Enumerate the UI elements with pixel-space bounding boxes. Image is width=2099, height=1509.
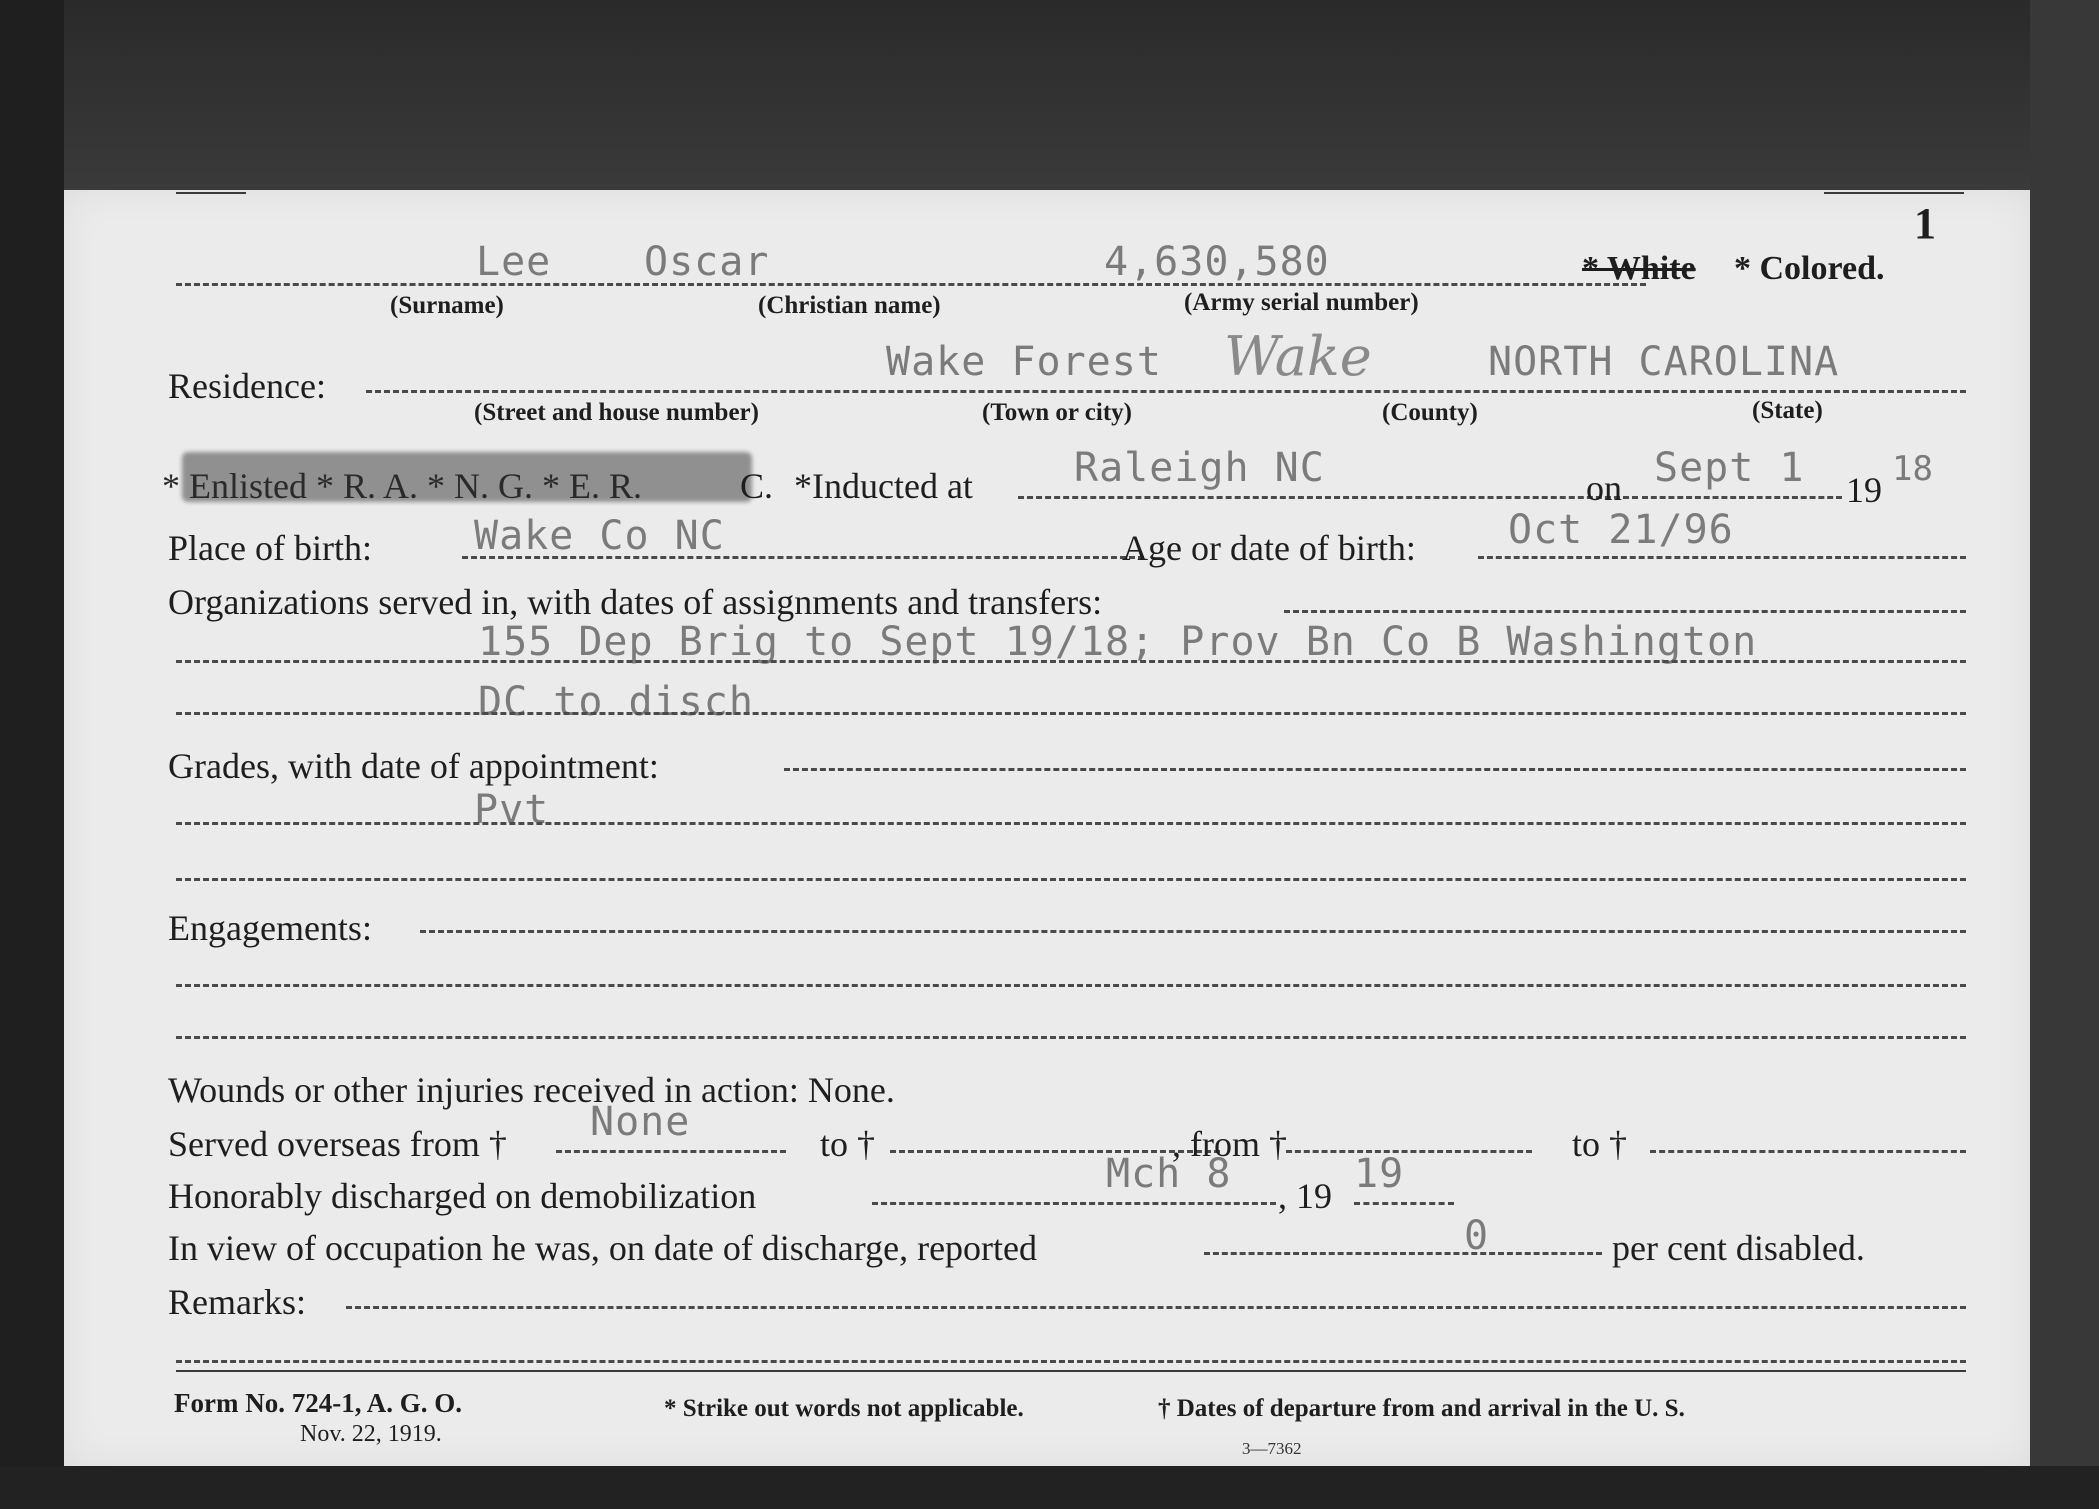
overseas-from2-line bbox=[1286, 1150, 1532, 1153]
surname-value: Lee bbox=[476, 239, 552, 285]
place-of-birth-label: Place of birth: bbox=[168, 528, 372, 568]
organizations-line1-value: 155 Dep Brig to Sept 19/18; Prov Bn Co B Washington bbox=[478, 619, 1758, 665]
inducted-year-prefix: 19 bbox=[1846, 470, 1882, 510]
inducted-year-suffix: 18 bbox=[1892, 449, 1933, 489]
grades-line-1 bbox=[176, 822, 1966, 825]
footer-rule bbox=[176, 1370, 1966, 1372]
engagements-line-2 bbox=[176, 1036, 1966, 1039]
overseas-to2-line bbox=[1650, 1150, 1966, 1153]
discharge-label: Honorably discharged on demobilization bbox=[168, 1176, 757, 1216]
engagements-line-1 bbox=[176, 984, 1966, 987]
discharge-date-line bbox=[872, 1202, 1276, 1205]
card-number: 1 bbox=[1914, 199, 1936, 248]
overseas-from-line bbox=[556, 1150, 786, 1153]
discharge-year-suffix: 19 bbox=[1354, 1151, 1405, 1197]
town-label: (Town or city) bbox=[982, 399, 1132, 426]
disability-suffix: per cent disabled. bbox=[1612, 1228, 1865, 1268]
street-label: (Street and house number) bbox=[474, 399, 759, 426]
remarks-line-1 bbox=[176, 1360, 1966, 1363]
residence-line bbox=[366, 390, 1966, 393]
remarks-label: Remarks: bbox=[168, 1282, 306, 1322]
white-option: * White bbox=[1582, 250, 1696, 287]
disability-label: In view of occupation he was, on date of discharge, reported bbox=[168, 1228, 1038, 1268]
residence-label: Residence: bbox=[168, 366, 326, 406]
state-label: (State) bbox=[1752, 397, 1823, 424]
scan-background-top bbox=[0, 0, 2099, 190]
discharge-year-prefix: , 19 bbox=[1278, 1176, 1332, 1216]
birth-date-value: Oct 21/96 bbox=[1508, 507, 1734, 553]
enlistment-options: * Enlisted * R. A. * N. G. * E. R. bbox=[162, 466, 643, 506]
inducted-date-value: Sept 1 bbox=[1654, 445, 1805, 491]
place-of-birth-value: Wake Co NC bbox=[474, 513, 725, 559]
top-mark-right bbox=[1824, 192, 1964, 194]
town-value: Wake Forest bbox=[886, 339, 1162, 385]
scan-background-bottom bbox=[0, 1466, 2099, 1509]
inducted-line bbox=[1018, 496, 1638, 499]
inducted-date-line bbox=[1642, 496, 1842, 499]
service-record-card bbox=[64, 190, 2030, 1466]
county-label: (County) bbox=[1382, 399, 1478, 426]
overseas-to2-label: to † bbox=[1572, 1124, 1628, 1164]
scan-background-right bbox=[2030, 0, 2099, 1509]
overseas-to-label: to † bbox=[820, 1124, 876, 1164]
grades-line-2 bbox=[176, 878, 1966, 881]
christian-name-value: Oscar bbox=[644, 239, 770, 285]
organizations-label: Organizations served in, with dates of assignments and transfers: bbox=[168, 582, 1103, 622]
age-label: Age or date of birth: bbox=[1122, 528, 1416, 568]
disability-line bbox=[1204, 1252, 1602, 1255]
enlistment-c: C. bbox=[740, 466, 774, 506]
overseas-label: Served overseas from † bbox=[168, 1124, 507, 1164]
county-value: Wake bbox=[1224, 325, 1372, 388]
inducted-label: *Inducted at bbox=[794, 466, 973, 506]
top-mark-left bbox=[176, 192, 246, 194]
serial-number-value: 4,630,580 bbox=[1104, 239, 1330, 285]
grade-value: Pvt bbox=[474, 787, 550, 833]
organizations-line2-value: DC to disch bbox=[478, 679, 754, 725]
form-number: Form No. 724-1, A. G. O. bbox=[174, 1388, 462, 1418]
wounds-label: Wounds or other injuries received in action: None. bbox=[168, 1070, 895, 1110]
print-code: 3—7362 bbox=[1242, 1439, 1302, 1458]
birth-date-line bbox=[1478, 556, 1966, 559]
engagements-label: Engagements: bbox=[168, 908, 372, 948]
organizations-line-1 bbox=[176, 660, 1966, 663]
state-value: NORTH CAROLINA bbox=[1488, 339, 1840, 385]
christian-name-label: (Christian name) bbox=[758, 292, 941, 319]
overseas-from2-label: , from † bbox=[1172, 1124, 1287, 1164]
dates-note: † Dates of departure from and arrival in the U. S. bbox=[1158, 1395, 1685, 1422]
colored-option: * Colored. bbox=[1734, 250, 1885, 287]
place-of-birth-line bbox=[462, 556, 1144, 559]
discharge-year-line bbox=[1354, 1202, 1454, 1205]
on-label: on bbox=[1586, 468, 1622, 508]
organizations-line-2 bbox=[176, 712, 1966, 715]
remarks-line-0 bbox=[346, 1306, 1966, 1309]
grades-line-0 bbox=[784, 768, 1966, 771]
engagements-line-0 bbox=[420, 930, 1966, 933]
overseas-from-value: None bbox=[590, 1099, 691, 1145]
serial-number-label: (Army serial number) bbox=[1184, 289, 1419, 316]
inducted-at-value: Raleigh NC bbox=[1074, 445, 1325, 491]
strike-note: * Strike out words not applicable. bbox=[664, 1395, 1024, 1422]
name-line bbox=[176, 283, 1646, 286]
disability-value: 0 bbox=[1464, 1213, 1490, 1259]
scan-background-left bbox=[0, 0, 64, 1509]
surname-label: (Surname) bbox=[390, 292, 504, 319]
organizations-line-0 bbox=[1284, 610, 1966, 613]
grades-label: Grades, with date of appointment: bbox=[168, 746, 659, 786]
discharge-date-value: Mch 8 bbox=[1106, 1151, 1232, 1197]
form-date: Nov. 22, 1919. bbox=[300, 1421, 442, 1447]
